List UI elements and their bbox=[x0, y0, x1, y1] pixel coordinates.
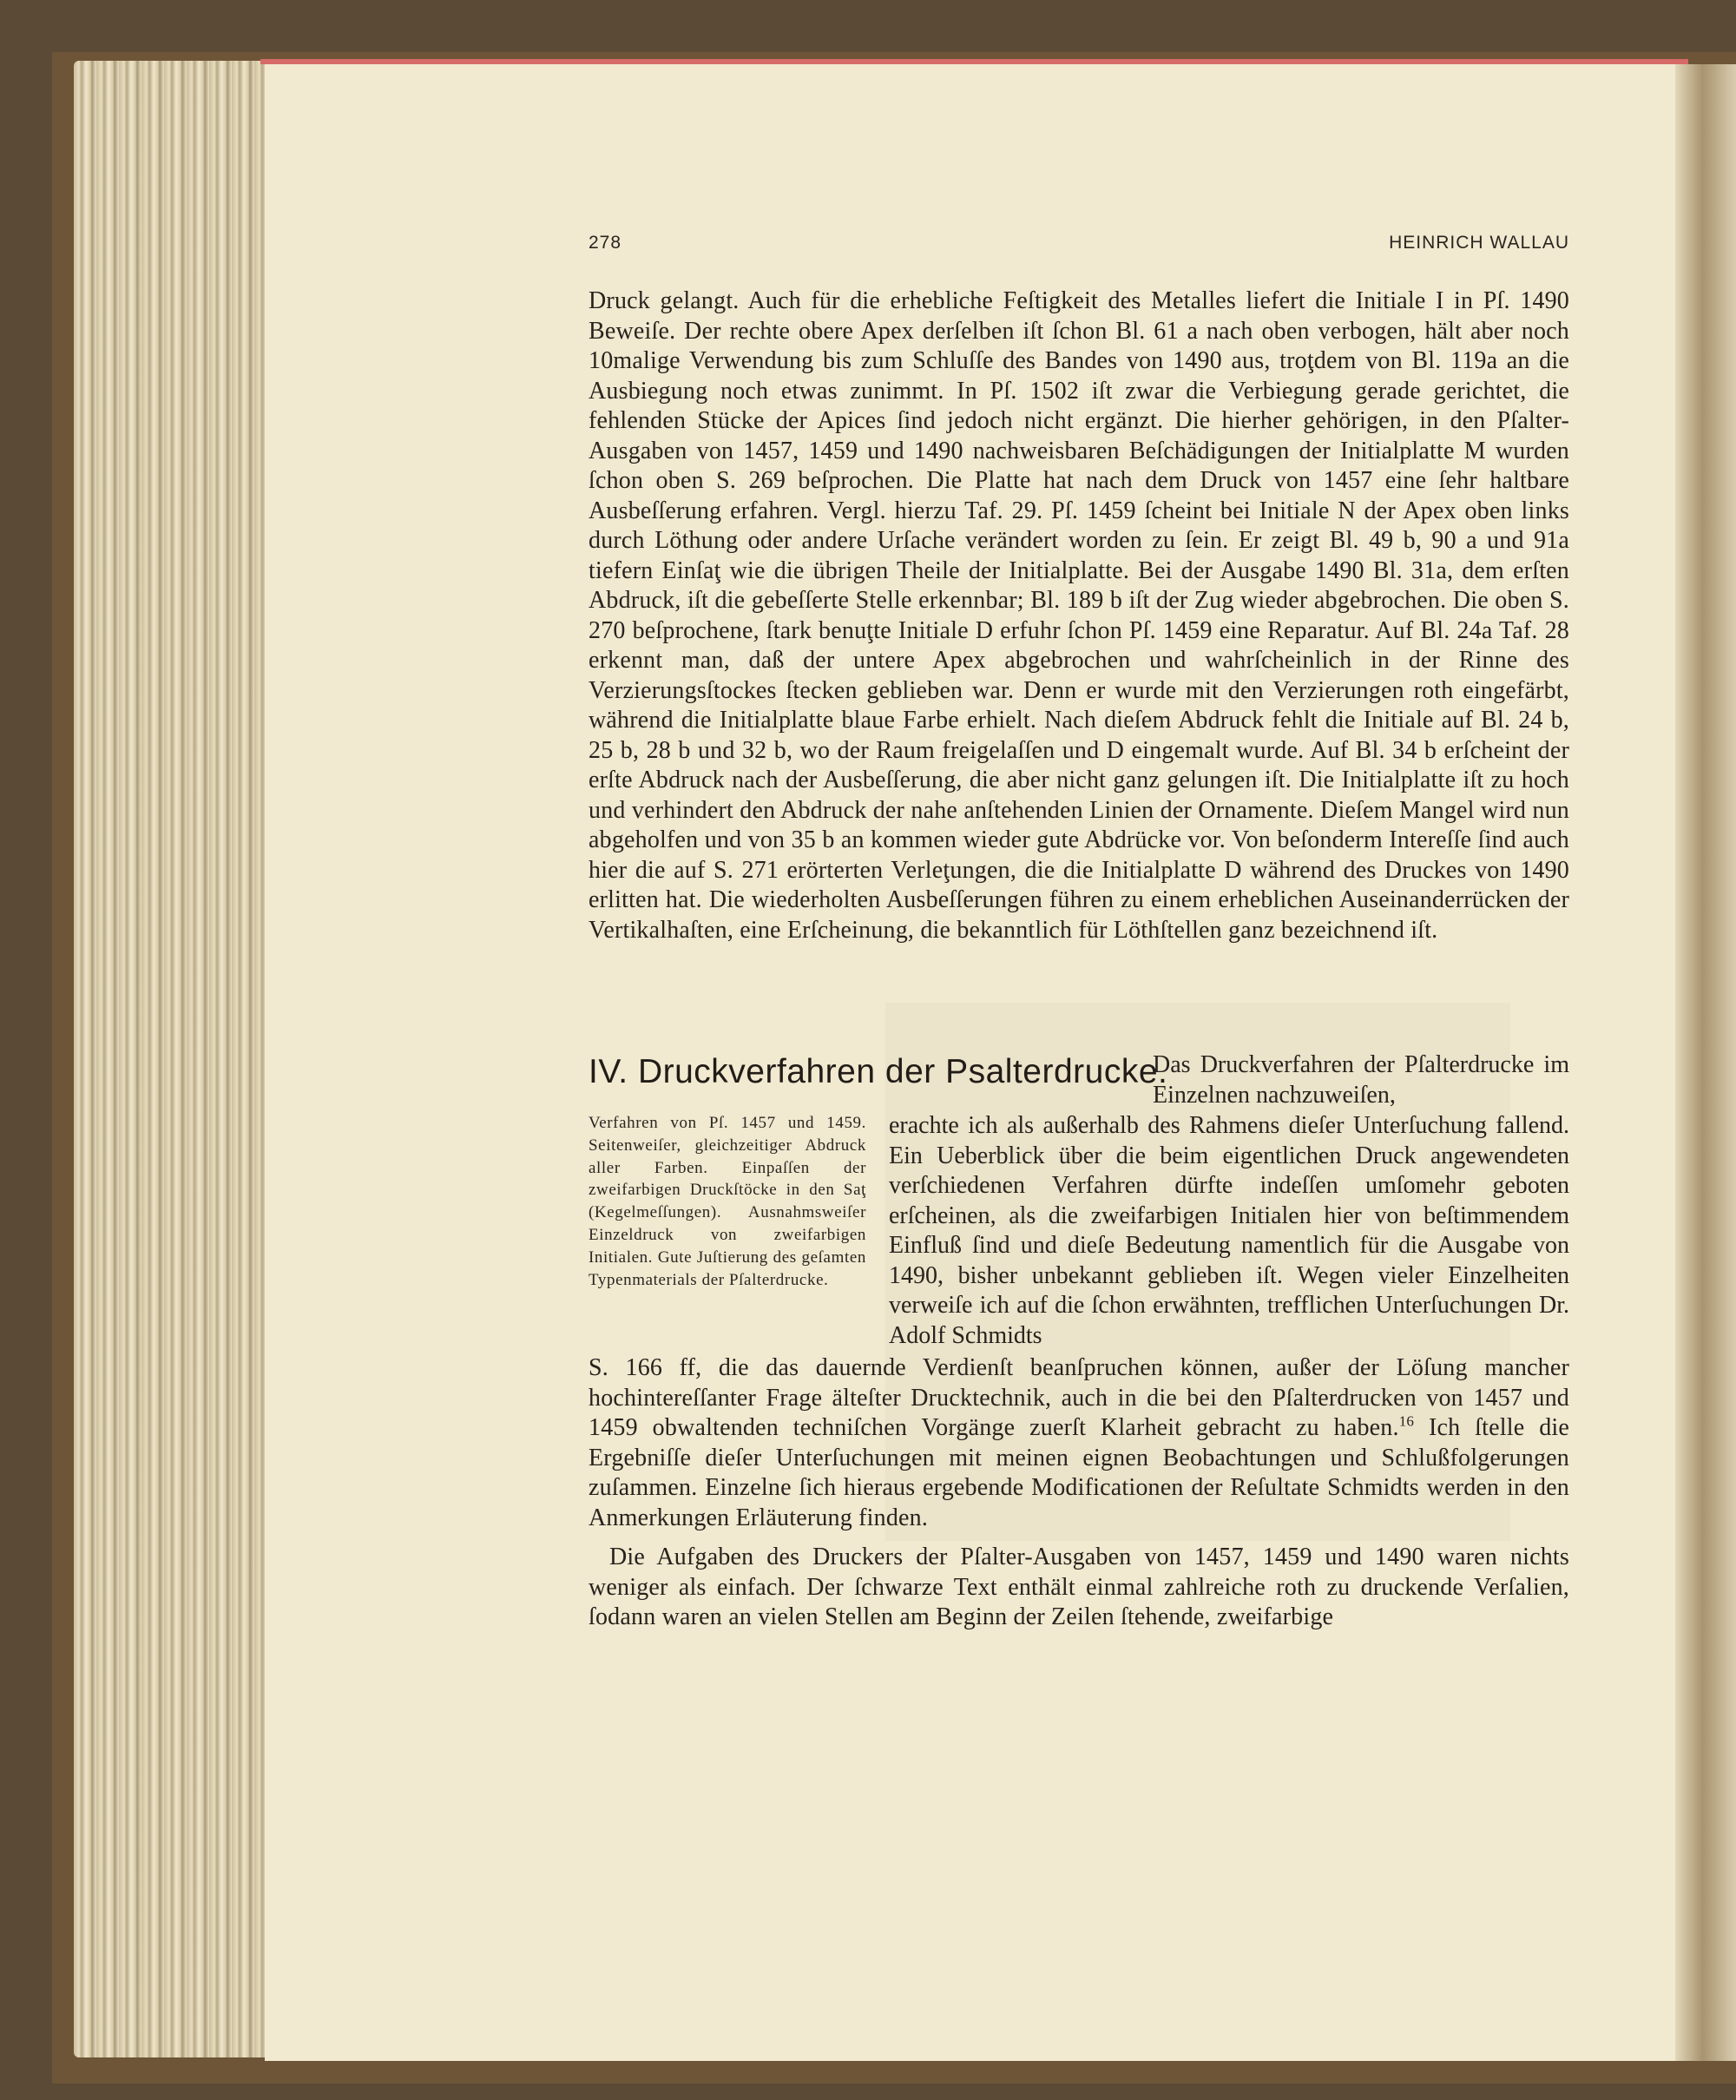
paragraph-3: Die Aufgaben des Druckers der Pſalter-Ausgaben von 1457, 1459 und 1490 waren nichts weniger als einfach. Der ſchwarze Text enthält einmal zahlreiche roth zu druckende Verſalien, ſodann waren an vielen Stellen am Beginn der Zeilen ſtehende, zweifarbige bbox=[589, 1544, 1569, 1630]
footnote-ref: 16 bbox=[1398, 1412, 1415, 1430]
paragraph-2-full bbox=[589, 1353, 1569, 1533]
heading-continuation-text: Das Druckverfahren der Pſalterdrucke im Einzelnen nachzuweiſen, bbox=[1153, 1051, 1569, 1109]
page-header bbox=[589, 233, 1569, 260]
paragraph-2-tail: Ich ſtelle die Ergebniſſe dieſer Unterſuchungen mit meinen eignen Beobachtungen und Schlußfolgerungen zuſammen. Einzelne ſich hieraus ergebende Modificationen der Reſultate Schmidts werden in den Anmerkungen Erläuterung finden. bbox=[589, 1414, 1569, 1531]
paragraph-2-body: S. 166 ff, die das dauernde Verdienſt beanſpruchen können, außer der Löſung mancher hochintereſſanter Frage älteſter Drucktechnik, auch in die bei den Pſalterdrucken von 1457 und 1459 obwaltenden techniſchen Vorgänge zuerſt Klarheit gebracht zu haben. bbox=[589, 1354, 1569, 1441]
page-number: 278 bbox=[589, 233, 622, 253]
running-head: HEINRICH WALLAU bbox=[1389, 233, 1569, 253]
paragraph-1: Druck gelangt. Auch für die erhebliche Feſtigkeit des Metalles liefert die Initiale I in Pſ. 1490 Beweiſe. Der rechte obere Apex derſelben iſt ſchon Bl. 61 a nach oben verbogen, hält aber noch 10malige Verwendung bis zum Schluſſe des Bandes von 1490 aus, troţdem von Bl. 119a an die Ausbiegung noch etwas zunimmt. In Pſ. 1502 iſt zwar die Verbiegung gerade gerichtet, die fehlenden Stücke der Apices ſind jedoch nicht ergänzt. Die hierher gehörigen, in den Pſalter-Ausgaben von 1457, 1459 und 1490 nachweisbaren Beſchädigungen der Initialplatte M wurden ſchon oben S. 269 beſprochen. Die Platte hat nach dem Druck von 1457 eine ſehr haltbare Ausbeſſerung erfahren. Vergl. hierzu Taf. 29. Pſ. 1459 ſcheint bei Initiale N der Apex oben links durch Löthung oder andere Urſache verändert worden zu ſein. Er zeigt Bl. 49 b, 90 a und 91a tiefern Einſaţ wie die übrigen Theile der Initialplatte. Bei der Ausgabe 1490 Bl. 31a, dem erſten Abdruck, iſt die gebeſſerte Stelle erkennbar; Bl. 189 b iſt der Zug wieder abgebrochen. Die oben S. 270 beſprochene, ſtark benuţte Initiale D erfuhr ſchon Pſ. 1459 eine Reparatur. Auf Bl. 24a Taf. 28 erkennt man, daß der untere Apex abgebrochen und wahrſcheinlich in der Rinne des Verzierungsſtockes ſtecken geblieben war. Denn er wurde mit den Verzierungen roth eingefärbt, während die Initialplatte blaue Farbe erhielt. Nach dieſem Abdruck fehlt die Initiale auf Bl. 24 b, 25 b, 28 b und 32 b, wo der Raum freigelaſſen und D eingemalt wurde. Auf Bl. 34 b erſcheint der erſte Abdruck nach der Ausbeſſerung, die aber nicht ganz gelungen iſt. Die Initialplatte iſt zu hoch und verhindert den Abdruck der nahe anſtehenden Linien der Ornamente. Dieſem Mangel wird nun abgeholfen und von 35 b an kommen wieder gute Abdrücke vor. Von beſonderm Intereſſe ſind auch hier die auf S. 271 erörterten Verleţungen, die die Initialplatte D während des Druckes von 1490 erlitten hat. Die wiederholten Ausbeſſerungen führen zu einem erheblichen Auseinanderrücken der Vertikalhaſten, eine Erſcheinung, die bekanntlich für Löthſtellen ganz bezeichnend iſt. bbox=[589, 287, 1569, 944]
page-edges bbox=[74, 61, 273, 2057]
marginal-note: Verfahren von Pſ. 1457 und 1459. Seitenweiſer, gleichzeitiger Abdruck aller Farben. Einpaſſen der zweifarbigen Druckſtöcke in den Saţ (Kegelmeſſungen). Ausnahmsweiſer Einzeldruck von zweifarbigen Initialen. Gute Juſtierung des geſamten Typenmaterials der Pſalterdrucke. bbox=[589, 1114, 866, 1289]
paragraph-2-column: erachte ich als außerhalb des Rahmens dieſer Unterſuchung fallend. Ein Ueberblick über die beim eigentlichen Druck angewendeten verſchiedenen Verfahren dürfte indeſſen umſomehr geboten erſcheinen, als die zweifarbigen Initialen hier von beſtimmendem Einfluß ſind und dieſe Bedeutung namentlich für die Ausgabe von 1490, bisher unbekannt geblieben iſt. Wegen vieler Einzelheiten verweiſe ich auf die ſchon erwähnten, trefflichen Unterſuchungen Dr. Adolf Schmidts bbox=[889, 1112, 1569, 1349]
section-heading: IV. Druckverfahren der Psalterdrucke. bbox=[589, 1053, 1168, 1090]
book-gutter bbox=[1675, 64, 1736, 2061]
